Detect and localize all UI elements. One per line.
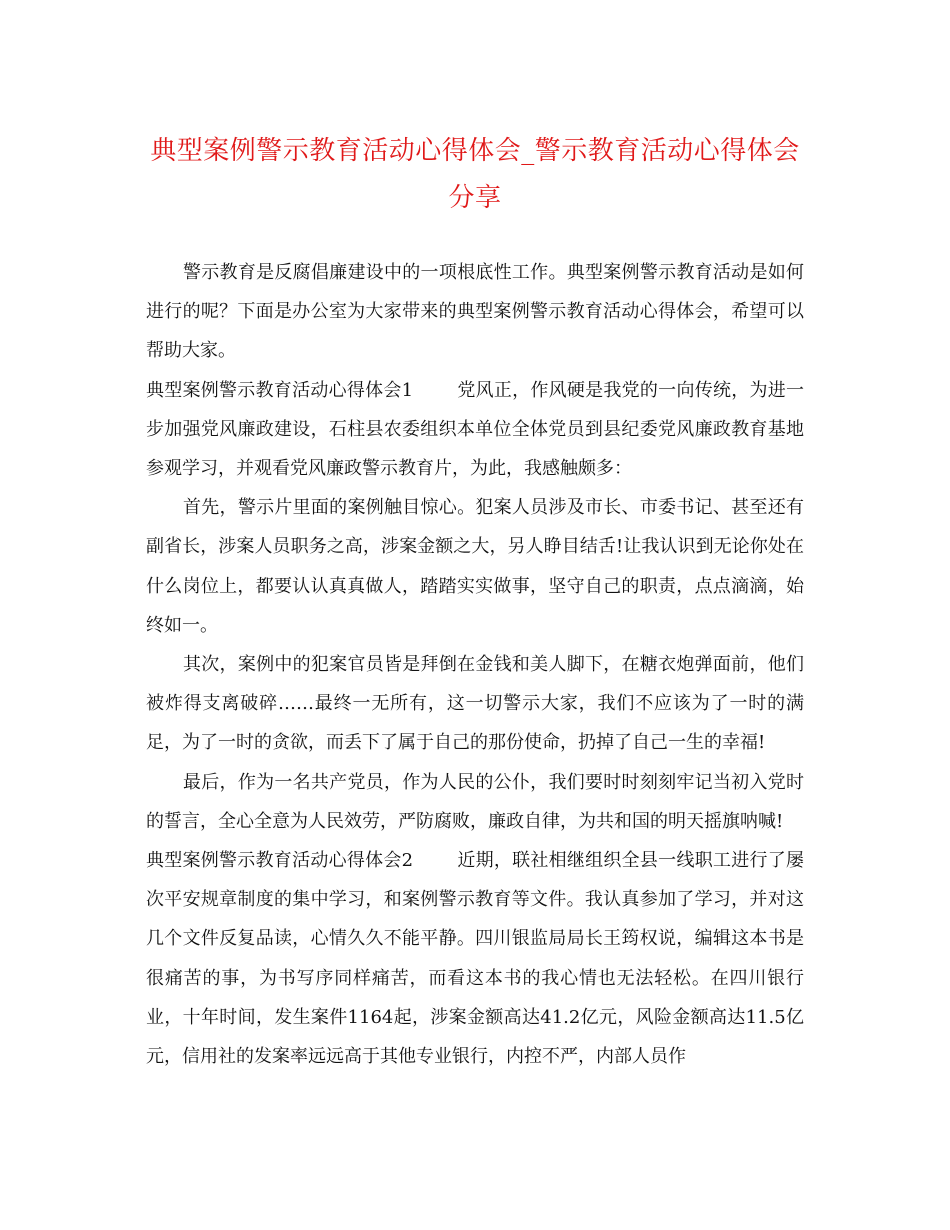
section-2-lead: 近期，联社相继组织全县一线职工进行了屡次平安规章制度的集中学习，和案例警示教育等文件。我认真参加了学习，并对这几个文件反复品读，心情久久不能平静。四川银监局局长王筠权说，编辑这本书是很痛苦的事，为书写序同样痛苦，而看这本书的我心情也无法轻松。在四川银行业，十年时间，发生案件1164起，涉案金额高达41.2亿元，风险金额高达11.5亿元，信用社的发案率远远高于其他专业银行，内控不严，内部人员作	[146, 850, 804, 1068]
section-2-paragraph	[146, 841, 804, 1076]
section-1-para-2: 其次，案例中的犯案官员皆是拜倒在金钱和美人脚下，在糖衣炮弹面前，他们被炸得支离破碎……最终一无所有，这一切警示大家，我们不应该为了一时的满足，为了一时的贪欲，而丢下了属于自己的那份使命，扔掉了自己一生的幸福!	[146, 654, 804, 754]
section-1-para-1: 首先，警示片里面的案例触目惊心。犯案人员涉及市长、市委书记、甚至还有副省长，涉案人员职务之高，涉案金额之大，另人睁目结舌!让我认识到无论你处在什么岗位上，都要认认真真做人，踏踏实实做事，坚守自己的职责，点点滴滴，始终如一。	[146, 497, 804, 636]
section-1-paragraph	[146, 371, 804, 489]
document-title: 典型案例警示教育活动心得体会_警示教育活动心得体会分享	[150, 136, 800, 213]
section-1-heading: 典型案例警示教育活动心得体会1	[146, 379, 414, 401]
document-body	[146, 253, 804, 1076]
intro-paragraph: 警示教育是反腐倡廉建设中的一项根底性工作。典型案例警示教育活动是如何进行的呢？下面是办公室为大家带来的典型案例警示教育活动心得体会，希望可以帮助大家。	[146, 262, 804, 362]
section-1-para-3: 最后，作为一名共产党员，作为人民的公仆，我们要时时刻刻牢记当初入党时的誓言，全心全意为人民效劳，严防腐败，廉政自律，为共和国的明天摇旗呐喊!	[146, 771, 804, 832]
section-1-lead: 党风正，作风硬是我党的一向传统，为进一步加强党风廉政建设，石柱县农委组织本单位全体党员到县纪委党风廉政教育基地参观学习，并观看党风廉政警示教育片，为此，我感触颇多：	[146, 379, 804, 480]
section-2-heading: 典型案例警示教育活动心得体会2	[146, 850, 414, 872]
